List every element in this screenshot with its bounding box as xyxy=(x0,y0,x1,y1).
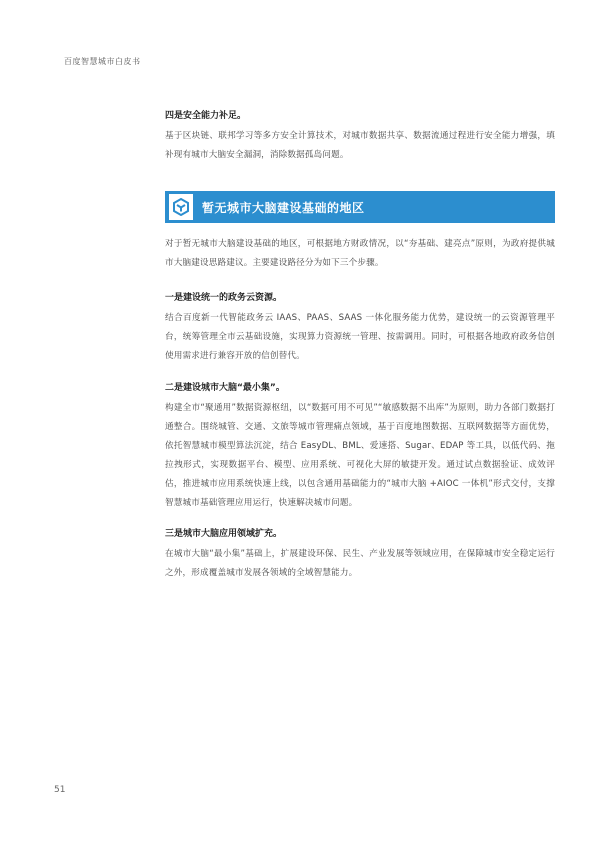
section-security xyxy=(165,109,555,165)
section-step1 xyxy=(165,291,555,366)
section-body: 结合百度新一代智能政务云 IAAS、PAAS、SAAS 一体化服务能力优势，建设统一的云资源管理平台，统筹管理全市云基础设施，实现算力资源统一管理、按需调用。同时，可根据各地政府政务信创使用需求进行兼容开放的信创替代。 xyxy=(165,313,555,361)
running-header: 百度智慧城市白皮书 xyxy=(64,57,141,66)
section-banner xyxy=(165,191,555,223)
section-body: 在城市大脑“最小集”基础上，扩展建设环保、民生、产业发展等领域应用，在保障城市安全稳定运行之外，形成覆盖城市发展各领域的全域智慧能力。 xyxy=(165,549,555,578)
section-heading: 一是建设统一的政务云资源。 xyxy=(165,293,283,303)
section-body: 基于区块链、联邦学习等多方安全计算技术，对城市数据共享、数据流通过程进行安全能力增强，填补现有城市大脑安全漏洞，消除数据孤岛问题。 xyxy=(165,131,555,160)
section-step3 xyxy=(165,527,555,583)
section-heading: 三是城市大脑应用领域扩充。 xyxy=(165,529,283,539)
section-body: 对于暂无城市大脑建设基础的地区，可根据地方财政情况，以“夯基础、建亮点”原则，为政府提供城市大脑建设思路建议。主要建设路径分为如下三个步骤。 xyxy=(165,239,555,268)
page-number: 51 xyxy=(54,785,66,795)
section-body: 构建全市“聚通用”数据资源枢纽，以“数据可用不可见”“敏感数据不出库”为原则，助力各部门数据打通整合。围绕城管、交通、文旅等城市管理痛点领域，基于百度地图数据、互联网数据等方面优势，依托智慧城市模型算法沉淀，结合 EasyDL、BML、爱速搭、Sugar、EDAP 等工具，以低代码、拖拉拽形式，实现数据平台、模型、应用系统、可视化大屏的敏捷开发。通过试点数据验证、成效评估，推进城市应用系统快速上线，以包含通用基础能力的“城市大脑 +AIOC 一体机”形式交付，支撑智慧城市基础管理应用运行，快速解决城市问题。 xyxy=(165,403,555,508)
cube-icon xyxy=(169,194,193,220)
section-intro xyxy=(165,235,555,273)
section-heading: 二是建设城市大脑“最小集”。 xyxy=(165,383,285,393)
section-heading: 四是安全能力补足。 xyxy=(165,111,247,121)
banner-title: 暂无城市大脑建设基础的地区 xyxy=(202,200,365,215)
section-step2 xyxy=(165,381,555,513)
